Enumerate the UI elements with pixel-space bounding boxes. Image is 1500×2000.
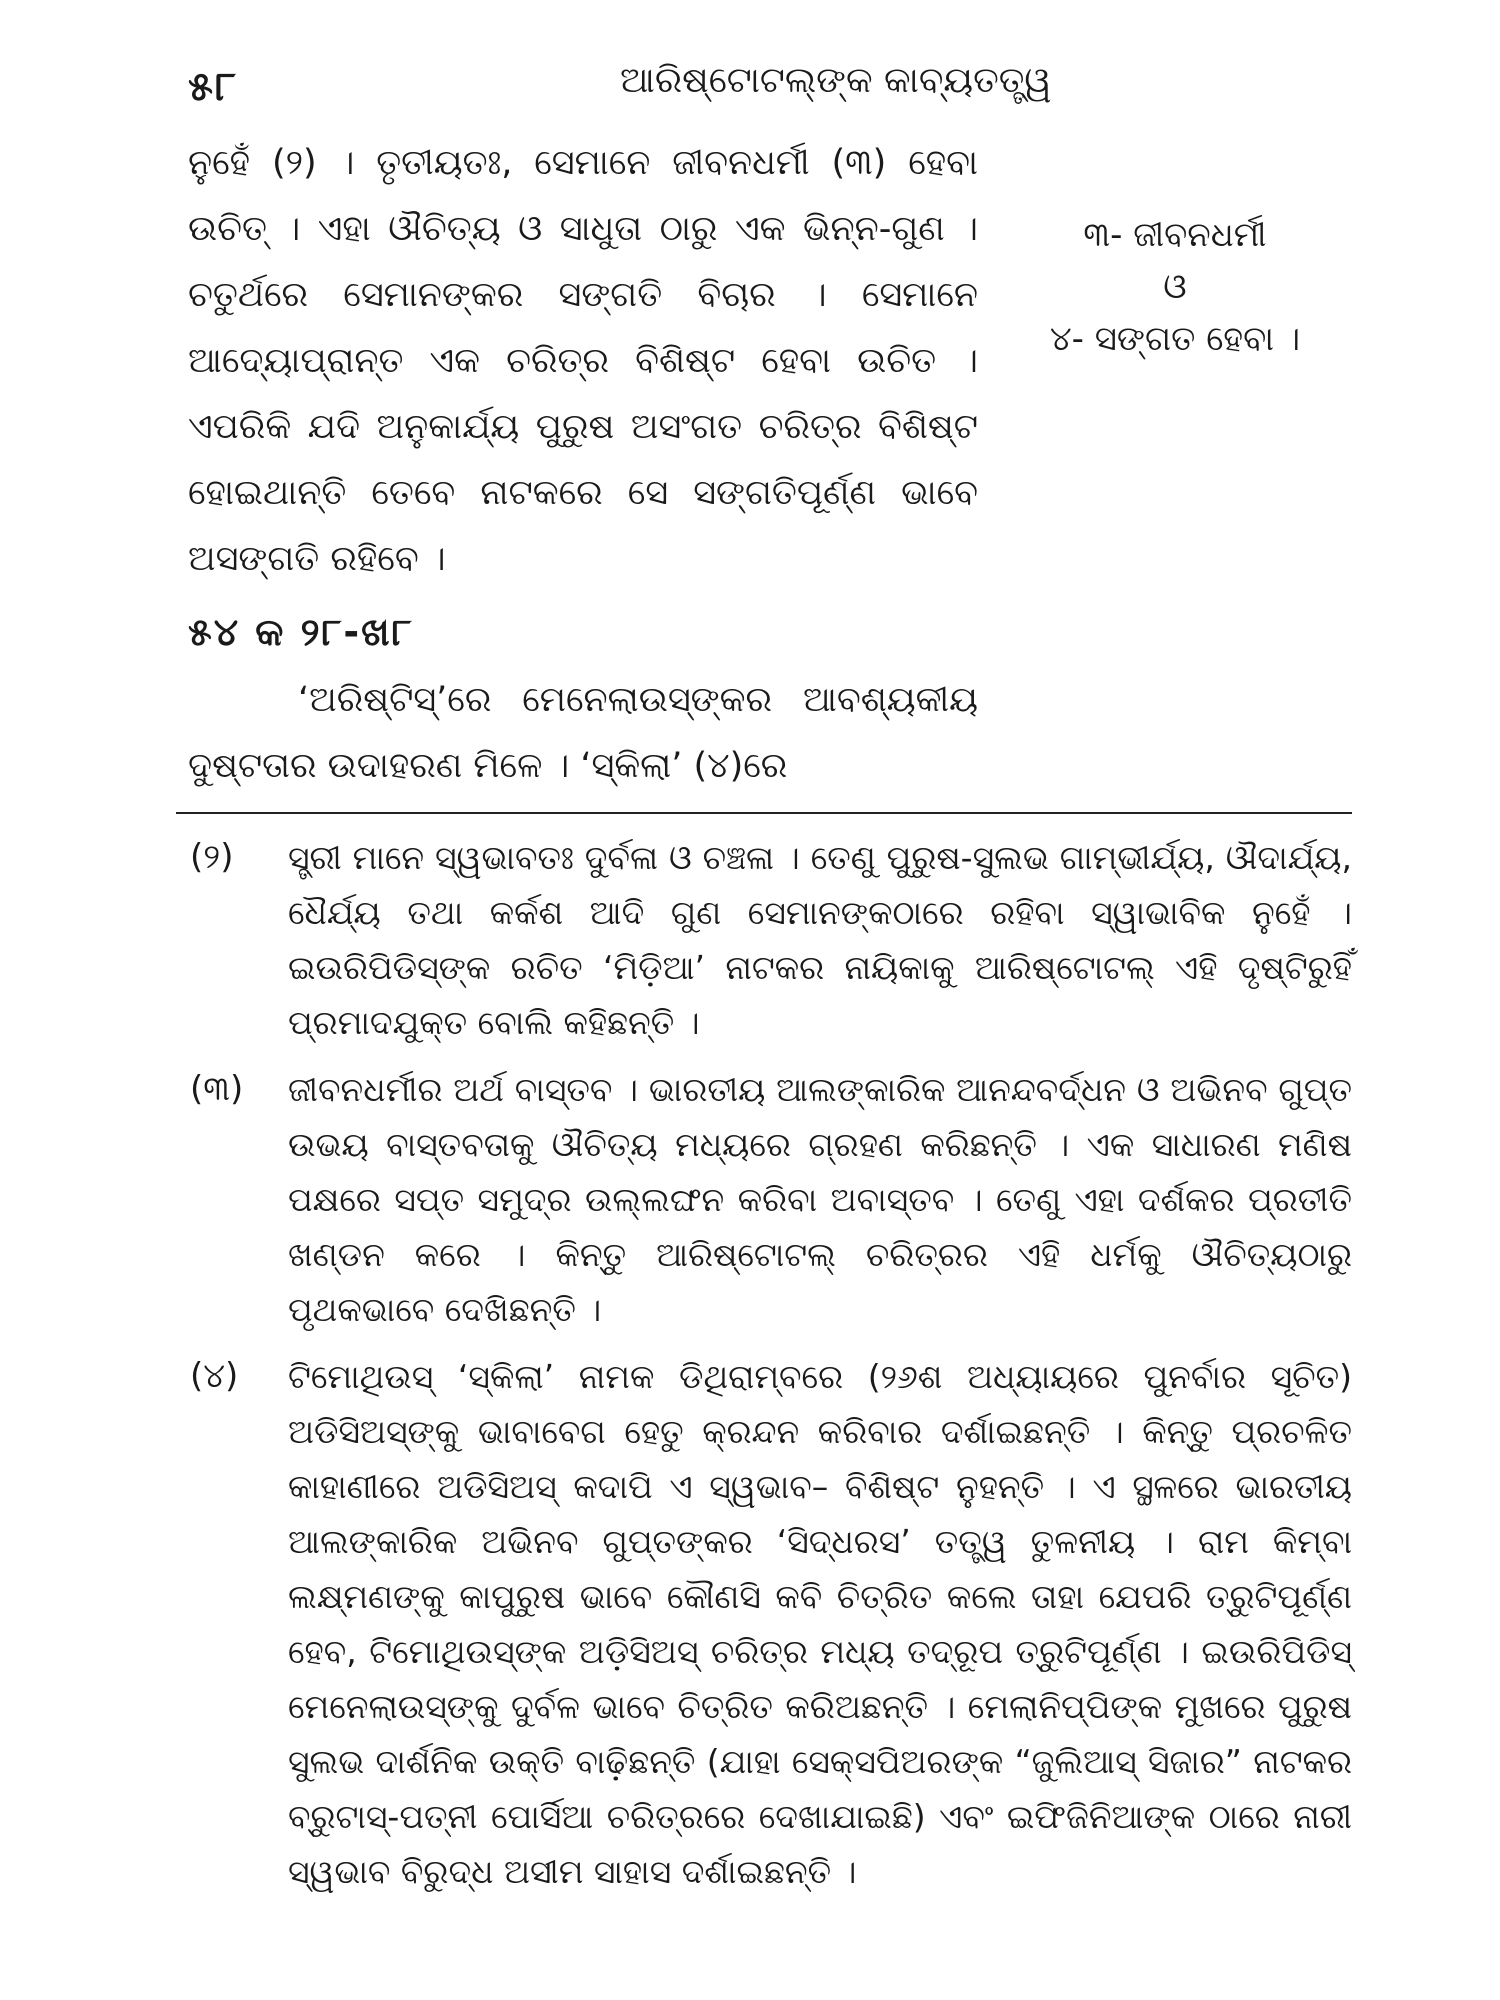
margin-note-line-3: ୪- ସଙ୍ଗତ ହେବା । <box>1049 319 1301 359</box>
main-text-column <box>188 130 978 799</box>
footnote-number: (୨) <box>190 837 234 877</box>
page-number: ୫୮ <box>188 64 238 110</box>
body-paragraph-2: ‘ଅରିଷ୍ଟିସ୍’ରେ ମେନେଲାଉସ୍‌ଙ୍କର ଆବଶ୍ୟକୀୟ ଦୁଷ୍ଟତାର ଉଦାହରଣ ମିଳେ । ‘ସ୍କିଲା’ (୪)ରେ <box>188 680 978 786</box>
running-head-title: ଆରିଷ୍ଟୋଟଲ୍‌ଙ୍କ କାବ୍ୟତତ୍ତ୍ୱ <box>620 60 1052 101</box>
section-heading: ୫୪ କ ୨୮-ଖ୮ <box>188 610 414 654</box>
footnotes <box>176 830 1352 1911</box>
footnote-text: ଟିମୋଥିଉସ୍ ‘ସ୍କିଲା’ ନାମକ ଡିଥିରାମ୍ବରେ (୨୬ଶ ଅଧ୍ୟାୟରେ ପୁନର୍ବାର ସୂଚିତ) ଅଡିସିଅସ୍‌ଙ୍କୁ ଭାବାବେଗ ହେତୁ କ୍ରନ୍ଦନ କରିବାର ଦର୍ଶାଇଛନ୍ତି । କିନ୍ତୁ ପ୍ରଚଳିତ କାହାଣୀରେ ଅଡିସିଅସ୍ କଦାପି ଏ ସ୍ୱଭାବ– ବିଶିଷ୍ଟ ନୁହନ୍ତି । ଏ ସ୍ଥଳରେ ଭାରତୀୟ ଆଲଙ୍କାରିକ ଅଭିନବ ଗୁପ୍ତଙ୍କର ‘ସିଦ୍ଧରସ’ ତତ୍ତ୍ୱ ତୁଳନୀୟ । ରାମ କିମ୍ବା ଲକ୍ଷ୍ମଣଙ୍କୁ କାପୁରୁଷ ଭାବେ କୌଣସି କବି ଚିତ୍ରିତ କଲେ ତାହା ଯେପରି ତ୍ରୁଟିପୂର୍ଣ୍ଣ ହେବ, ଟିମୋଥିଉସ୍‌ଙ୍କ ଅଡ଼ିସିଅସ୍ ଚରିତ୍ର ମଧ୍ୟ ତଦ୍ରୂପ ତ୍ରୁଟିପୂର୍ଣ୍ଣ । ଇଉରିପିଡିସ୍ ମେନେଲାଉସ୍‌ଙ୍କୁ ଦୁର୍ବଳ ଭାବେ ଚିତ୍ରିତ କରିଅଛନ୍ତି । ମେଲାନିପ୍‌ପିଙ୍କ ମୁଖରେ ପୁରୁଷ ସୁଲଭ ଦାର୍ଶନିକ ଉକ୍ତି ବାଢ଼ିଛନ୍ତି (ଯାହା ସେକ୍‌ସପିଅରଙ୍କ “ଜୁଲିଆସ୍ ସିଜାର” ନାଟକର ବ୍ରୁଟାସ୍-ପତ୍ନୀ ପୋର୍ସିଆ ଚରିତ୍ରରେ ଦେଖାଯାଇଛି) ଏବଂ ଇଫିଜିନିଆଙ୍କ ଠାରେ ନାରୀ ସ୍ୱଭାବ ବିରୁଦ୍ଧ ଅସୀମ ସାହାସ ଦର୍ଶାଇଛନ୍ତି । <box>288 1357 1352 1891</box>
footnote-text: ସ୍ତ୍ରୀ ମାନେ ସ୍ୱଭାବତଃ ଦୁର୍ବଳା ଓ ଚଞ୍ଚଳା । ତେଣୁ ପୁରୁଷ-ସୁଲଭ ଗାମ୍ଭୀର୍ଯ୍ୟ, ଔଦାର୍ଯ୍ୟ, ଧୈର୍ଯ୍ୟ ତଥା କର୍କଶ ଆଦି ଗୁଣ ସେମାନଙ୍କଠାରେ ରହିବା ସ୍ୱାଭାବିକ ନୁହେଁ । ଇଉରିପିଡିସ୍‌ଙ୍କ ରଚିତ ‘ମିଡ଼ିଆ’ ନାଟକର ନାୟିକାକୁ ଆରିଷ୍ଟୋଟଲ୍ ଏହି ଦୃଷ୍ଟିରୁହିଁ ପ୍ରମାଦଯୁକ୍ତ ବୋଲି କହିଛନ୍ତି । <box>288 838 1352 1042</box>
margin-note-line-2: ଓ <box>1163 267 1187 307</box>
footnote-number: (୩) <box>190 1069 244 1109</box>
footnote-item <box>176 1349 1352 1899</box>
footnote-divider <box>176 812 1352 814</box>
footnote-number: (୪) <box>190 1356 239 1396</box>
margin-note <box>1000 210 1350 366</box>
footnote-item <box>176 830 1352 1050</box>
margin-note-line-1: ୩- ଜୀବନଧର୍ମୀ <box>1083 215 1267 255</box>
footnote-text: ଜୀବନଧର୍ମୀର ଅର୍ଥ ବାସ୍ତବ । ଭାରତୀୟ ଆଲଙ୍କାରିକ ଆନନ୍ଦବର୍ଦ୍ଧନ ଓ ଅଭିନବ ଗୁପ୍ତ ଉଭୟ ବାସ୍ତବତାକୁ ଔଚିତ୍ୟ ମଧ୍ୟରେ ଗ୍ରହଣ କରିଛନ୍ତି । ଏକ ସାଧାରଣ ମଣିଷ ପକ୍ଷରେ ସପ୍ତ ସମୁଦ୍ର ଉଲ୍ଲଙ୍ଘନ କରିବା ଅବାସ୍ତବ । ତେଣୁ ଏହା ଦର୍ଶକର ପ୍ରତୀତି ଖଣ୍ଡନ କରେ । କିନ୍ତୁ ଆରିଷ୍ଟୋଟଲ୍ ଚରିତ୍ରର ଏହି ଧର୍ମକୁ ଔଚିତ୍ୟଠାରୁ ପୃଥକଭାବେ ଦେଖିଛନ୍ତି । <box>288 1070 1352 1329</box>
footnote-item <box>176 1062 1352 1337</box>
body-paragraph-1: ନୁହେଁ (୨) । ତୃତୀୟତଃ, ସେମାନେ ଜୀବନଧର୍ମୀ (୩) ହେବା ଉଚିତ୍ । ଏହା ଔଚିତ୍ୟ ଓ ସାଧୁତା ଠାରୁ ଏକ ଭିନ୍ନ-ଗୁଣ । ଚତୁର୍ଥରେ ସେମାନଙ୍କର ସଙ୍ଗତି ବିଚାର । ସେମାନେ ଆଦ୍ୟୋପ୍ରାନ୍ତ ଏକ ଚରିତ୍ର ବିଶିଷ୍ଟ ହେବା ଉଚିତ । ଏପରିକି ଯଦି ଅନୁକାର୍ଯ୍ୟ ପୁରୁଷ ଅସଂଗତ ଚରିତ୍ର ବିଶିଷ୍ଟ ହୋଇଥାନ୍ତି ତେବେ ନାଟକରେ ସେ ସଙ୍ଗତିପୂର୍ଣ୍ଣ ଭାବେ ଅସଙ୍ଗତି ରହିବେ । <box>188 143 978 579</box>
